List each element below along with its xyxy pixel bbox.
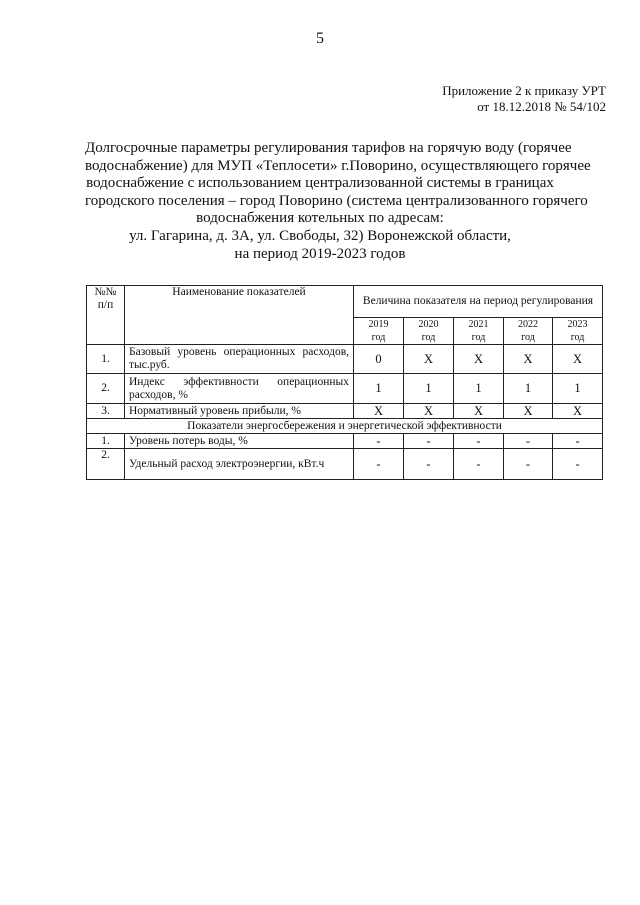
appendix-line-2: от 18.12.2018 № 54/102 <box>477 99 606 114</box>
table-row <box>87 374 603 404</box>
document-title <box>85 140 591 263</box>
page-number: 5 <box>316 30 324 47</box>
value-cell: - <box>504 449 553 480</box>
indicator-name: Уровень потерь воды, % <box>125 434 354 449</box>
header-value-group: Величина показателя на период регулирования <box>354 286 603 318</box>
value-cell: - <box>354 449 404 480</box>
row-number: 1. <box>87 434 125 449</box>
title-line: водоснабжение) для МУП «Теплосети» г.Поворино, осуществляющего горячее <box>85 157 591 174</box>
value-cell: X <box>504 404 553 419</box>
row-number: 1. <box>87 345 125 374</box>
title-line: водоснабжения котельных по адресам: <box>196 210 444 227</box>
value-cell: - <box>404 434 454 449</box>
indicator-name: Индекс эффективности операционных расходов, % <box>125 374 354 404</box>
title-line: на период 2019-2023 годов <box>234 245 406 262</box>
table-row <box>87 449 603 480</box>
value-cell: - <box>553 449 603 480</box>
value-cell: - <box>354 434 404 449</box>
appendix-line-1: Приложение 2 к приказу УРТ <box>442 83 606 98</box>
title-line: городского поселения – город Поворино (система централизованного горячего <box>85 192 588 209</box>
value-cell: - <box>404 449 454 480</box>
header-year-2023: 2023 год <box>553 318 603 345</box>
title-line: ул. Гагарина, д. 3А, ул. Свободы, 32) Воронежской области, <box>129 227 511 244</box>
value-cell: - <box>504 434 553 449</box>
title-line: Долгосрочные параметры регулирования тарифов на горячую воду (горячее <box>85 140 572 156</box>
value-cell: X <box>454 345 504 374</box>
indicator-name: Нормативный уровень прибыли, % <box>125 404 354 419</box>
header-year-2019: 2019 год <box>354 318 404 345</box>
value-cell: 1 <box>454 374 504 404</box>
value-cell: X <box>404 345 454 374</box>
value-cell: X <box>354 404 404 419</box>
value-cell: 1 <box>354 374 404 404</box>
title-line: водоснабжение с использованием централизованной системы в границах <box>86 175 554 192</box>
table-row <box>87 404 603 419</box>
indicator-name: Удельный расход электроэнергии, кВт.ч <box>125 449 354 480</box>
table-row <box>87 434 603 449</box>
value-cell: - <box>454 449 504 480</box>
value-cell: 1 <box>504 374 553 404</box>
parameters-table <box>86 285 603 480</box>
header-year-2021: 2021 год <box>454 318 504 345</box>
table-row <box>87 345 603 374</box>
value-cell: 0 <box>354 345 404 374</box>
header-row-number: №№ п/п <box>87 286 125 345</box>
indicator-name: Базовый уровень операционных расходов, тыс.руб. <box>125 345 354 374</box>
header-year-2020: 2020 год <box>404 318 454 345</box>
row-number: 3. <box>87 404 125 419</box>
value-cell: - <box>454 434 504 449</box>
value-cell: 1 <box>553 374 603 404</box>
value-cell: X <box>504 345 553 374</box>
row-number: 2. <box>87 374 125 404</box>
value-cell: X <box>454 404 504 419</box>
value-cell: 1 <box>404 374 454 404</box>
row-number: 2. <box>87 449 125 480</box>
energy-section-header: Показатели энергосбережения и энергетической эффективности <box>87 419 603 434</box>
appendix-reference <box>442 83 606 115</box>
value-cell: X <box>553 404 603 419</box>
header-year-2022: 2022 год <box>504 318 553 345</box>
value-cell: - <box>553 434 603 449</box>
header-indicator-name: Наименование показателей <box>125 286 354 345</box>
value-cell: X <box>404 404 454 419</box>
value-cell: X <box>553 345 603 374</box>
